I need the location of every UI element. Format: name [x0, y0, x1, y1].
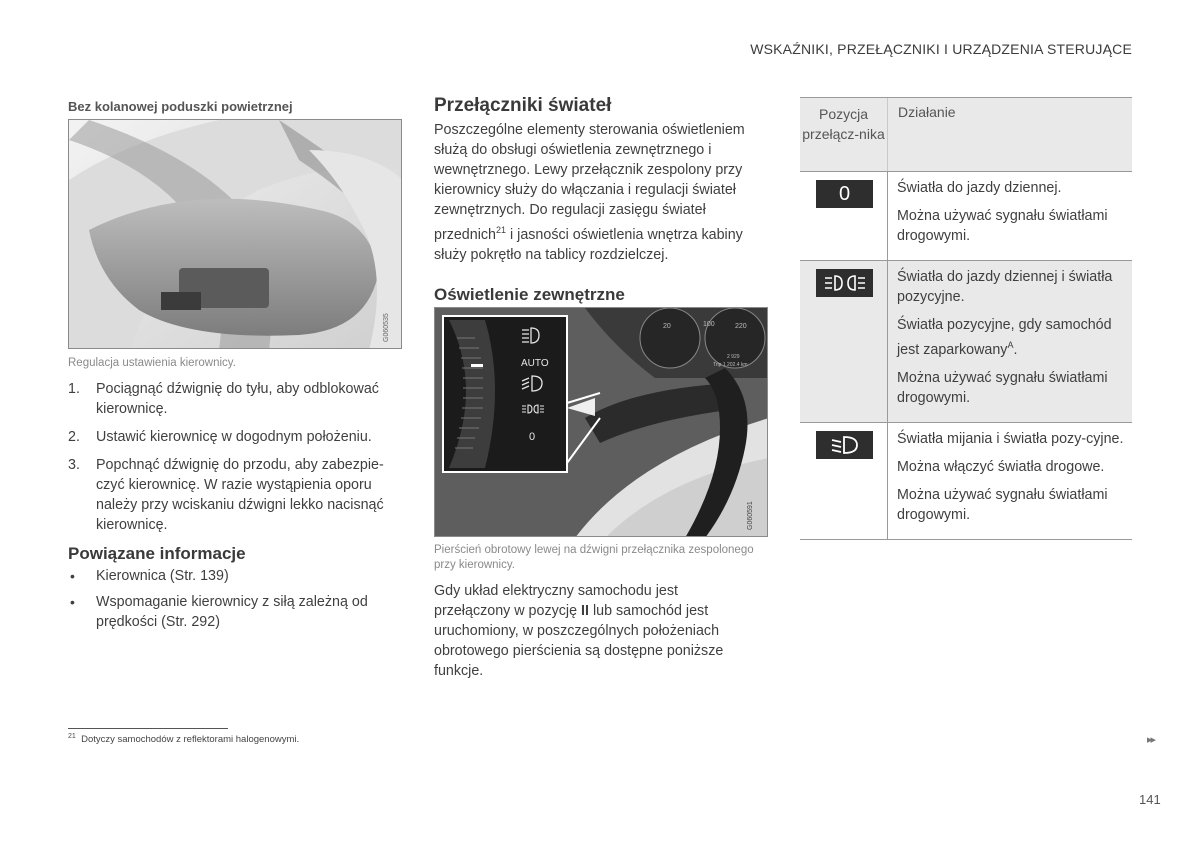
related-links-list: [68, 566, 403, 638]
light-ring-figure: [434, 307, 768, 537]
col-header-function: Działanie: [898, 104, 956, 120]
footnote-divider: [68, 728, 228, 729]
table-row: Światła do jazdy dziennej i światła pozycyjne. Światła pozycyjne, gdy samochód jest zaparkowany$^A$. Można używać sygnału światłami drogowymi.: [800, 261, 1132, 423]
related-link-steering-wheel[interactable]: • Kierownica (Str. 139): [70, 568, 229, 584]
footnote-ref[interactable]: 21: [496, 225, 507, 235]
figure-code: G060591: [747, 501, 754, 530]
steering-column-illustration: [69, 120, 402, 349]
related-link-power-steering[interactable]: • Wspomaganie kierownicy z siłą zależną od prędkości (Str. 292): [70, 594, 368, 630]
zero-position-icon: 0: [816, 180, 873, 208]
ring-label-zero: 0: [529, 431, 536, 443]
steering-adjustment-figure: [68, 119, 402, 349]
table-row: Światła mijania i światła pozy-cyjne. Można włączyć światła drogowe. Można używać sygnału światłami drogowymi.: [800, 423, 1132, 540]
low-beam-icon: [816, 431, 873, 459]
body-paragraph: Gdy układ elektryczny samochodu jest przełączony w pozycję II lub samochód jest uruchomiony, w poszczególnych położeniach obrotowego pierścienia są dostępne poniższe funkcje.: [434, 583, 724, 679]
figure-code: G060535: [383, 313, 390, 342]
dash-odometer: 2 929: [727, 354, 740, 360]
intro-paragraph: Poszczególne elementy sterowania oświetleniem służą do obsługi oświetlenia zewnętrznego i wewnętrznego. Lewy przełącznik zespolony przy kierownicy służy do włączania i regulacji świateł zewnętrznych. Do regulacji zasięgu świateł przednich$^{21}$ i jasności oświetlenia wnętrza kabiny służy pokrętło na tablicy rozdzielczej.: [434, 122, 745, 263]
running-header: WSKAŹNIKI, PRZEŁĄCZNIKI I URZĄDZENIA STERUJĄCE: [750, 41, 1132, 57]
ring-marker: [471, 364, 483, 367]
page-number: 141: [1139, 792, 1161, 807]
switch-position-table: [800, 97, 1132, 540]
table-header: [800, 98, 1132, 172]
list-item: 2. Ustawić kierownicę w dogodnym położeniu.: [68, 429, 372, 445]
table-row: 0 Światła do jazdy dziennej. Można używać sygnału światłami drogowymi.: [800, 172, 1132, 261]
figure-caption: Regulacja ustawienia kierownicy.: [68, 357, 236, 369]
dash-speed-2: 100: [703, 321, 715, 328]
list-item: 1. Pociągnąć dźwignię do tyłu, aby odblokować kierownicę.: [68, 381, 379, 417]
footnote-ref-a[interactable]: A: [1007, 340, 1014, 350]
related-info-heading: Powiązane informacje: [68, 544, 246, 563]
ring-label-auto: AUTO: [521, 358, 549, 369]
dash-trip: Trip 1 202.4 km: [713, 362, 748, 368]
position-lights-icon: [816, 269, 873, 297]
subheading-no-knee-airbag: Bez kolanowej poduszki powietrznej: [68, 99, 293, 114]
footnote: $^{21}$ Dotyczy samochodów z reflektorami halogenowymi.: [68, 733, 300, 746]
exterior-lighting-heading: Oświetlenie zewnętrzne: [434, 285, 625, 304]
list-item: 3. Popchnąć dźwignię do przodu, aby zabezpie-czyć kierownicę. W razie wystąpienia oporu należy przy wciskaniu dźwigni lekko nacisnąć kierownicę.: [68, 457, 384, 533]
figure-caption: Pierścień obrotowy lewej na dźwigni przełącznika zespolonego przy kierownicy.: [434, 544, 754, 571]
next-page-arrows-icon[interactable]: ▸▸: [1147, 734, 1155, 746]
dash-speed-1: 20: [663, 323, 671, 330]
light-switch-illustration: [435, 308, 768, 537]
col-header-position: Pozycja przełącz-nika: [800, 98, 888, 171]
light-switches-title: Przełączniki świateł: [434, 95, 612, 116]
dash-speed-3: 220: [735, 323, 747, 330]
steps-list: [68, 379, 403, 543]
